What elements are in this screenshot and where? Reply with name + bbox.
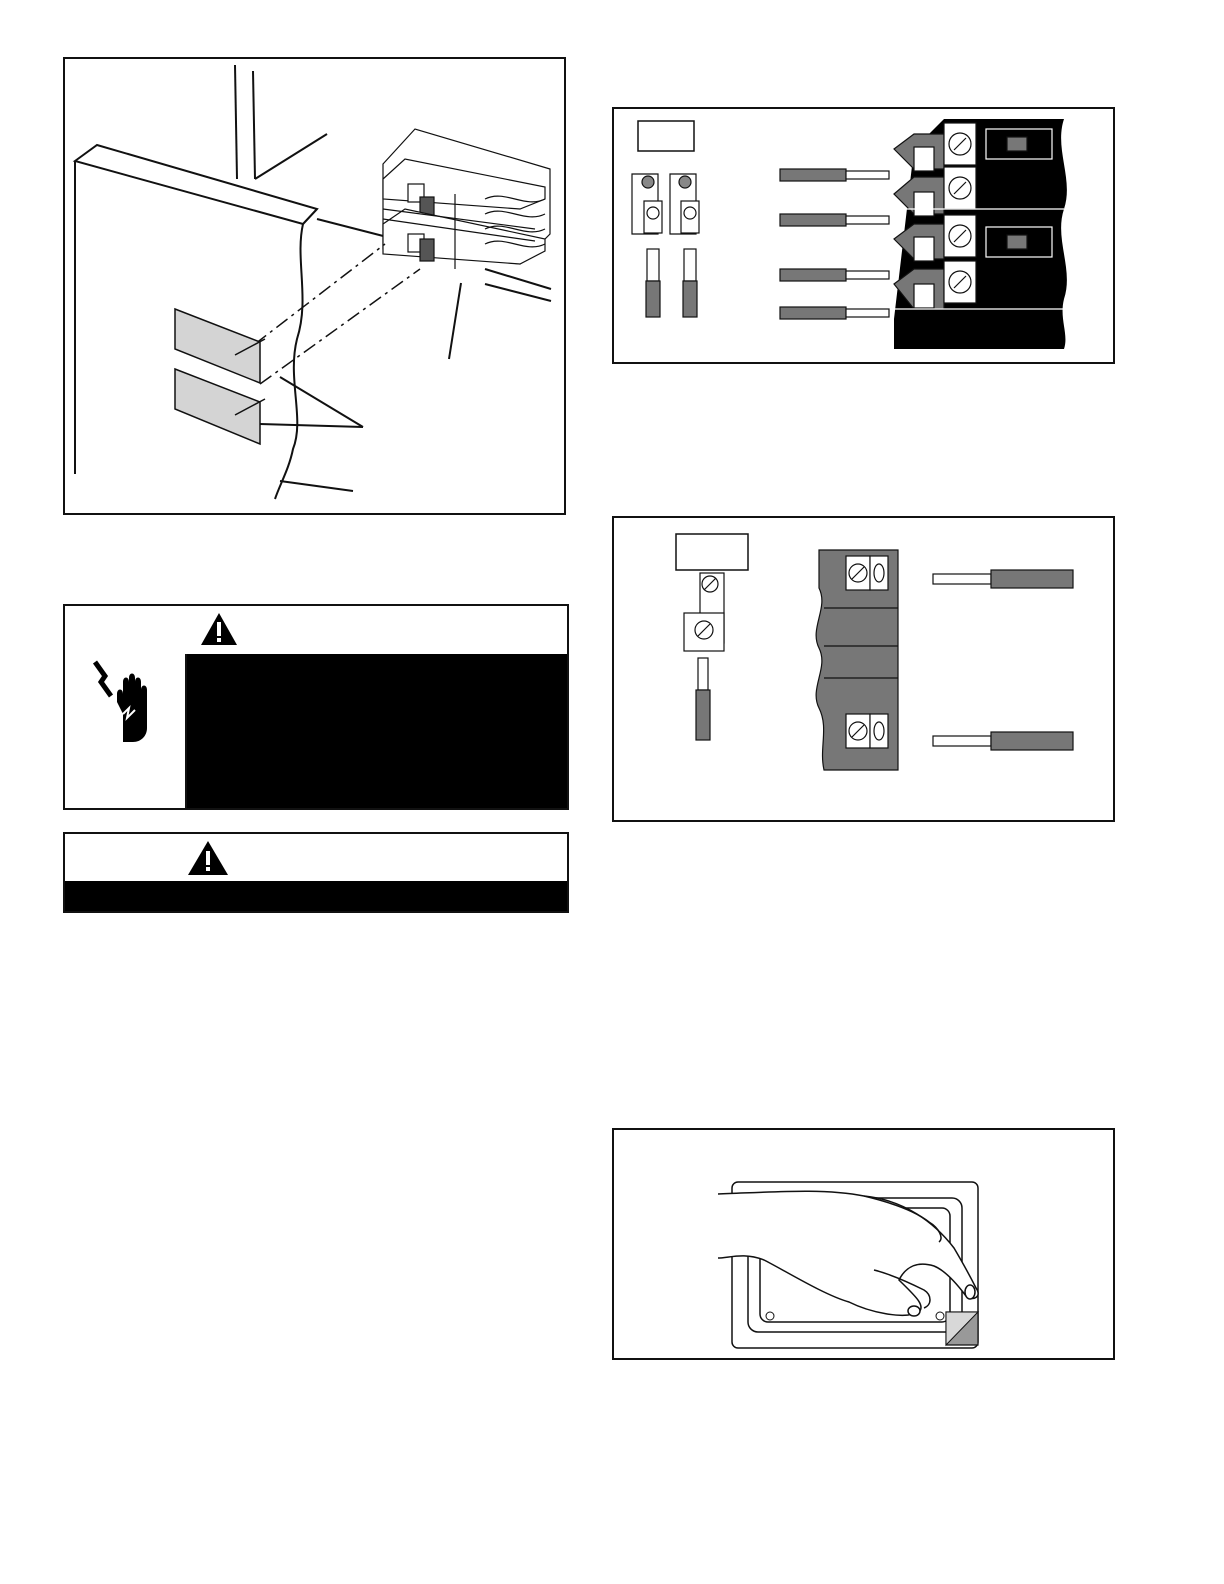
- lug-connection-illustration: [614, 518, 1113, 820]
- neutral-bar: [816, 550, 898, 770]
- label-box: [638, 121, 694, 151]
- warning-header: [65, 606, 567, 654]
- lug-pair: [632, 174, 699, 317]
- label-sticker-2: [175, 369, 260, 444]
- warning-body: [65, 654, 567, 808]
- wire-set: [780, 169, 889, 319]
- caution-triangle-icon: [186, 839, 230, 877]
- warning-electrical-shock: [63, 604, 569, 810]
- warning-triangle-icon: [199, 611, 239, 647]
- label-box: [676, 534, 748, 570]
- figure-label-application: [612, 1128, 1115, 1360]
- label-application-illustration: [614, 1130, 1113, 1358]
- figure-lug-connection: [612, 516, 1115, 822]
- neutral-wires: [933, 570, 1073, 750]
- electric-shock-hand-icon: [77, 654, 177, 754]
- caution-header: [65, 834, 567, 881]
- terminal-block: [894, 119, 1067, 349]
- label-sticker-1: [175, 309, 260, 383]
- figure-breaker-panel: [63, 57, 566, 515]
- ground-lug: [684, 573, 724, 740]
- warning-caution: [63, 832, 569, 913]
- breaker-panel-illustration: [65, 59, 564, 513]
- caution-body: [65, 881, 567, 911]
- warning-icon-cell: [65, 654, 187, 808]
- terminal-block-illustration: [614, 109, 1113, 362]
- figure-terminal-block: [612, 107, 1115, 364]
- breaker-stack: [383, 129, 550, 269]
